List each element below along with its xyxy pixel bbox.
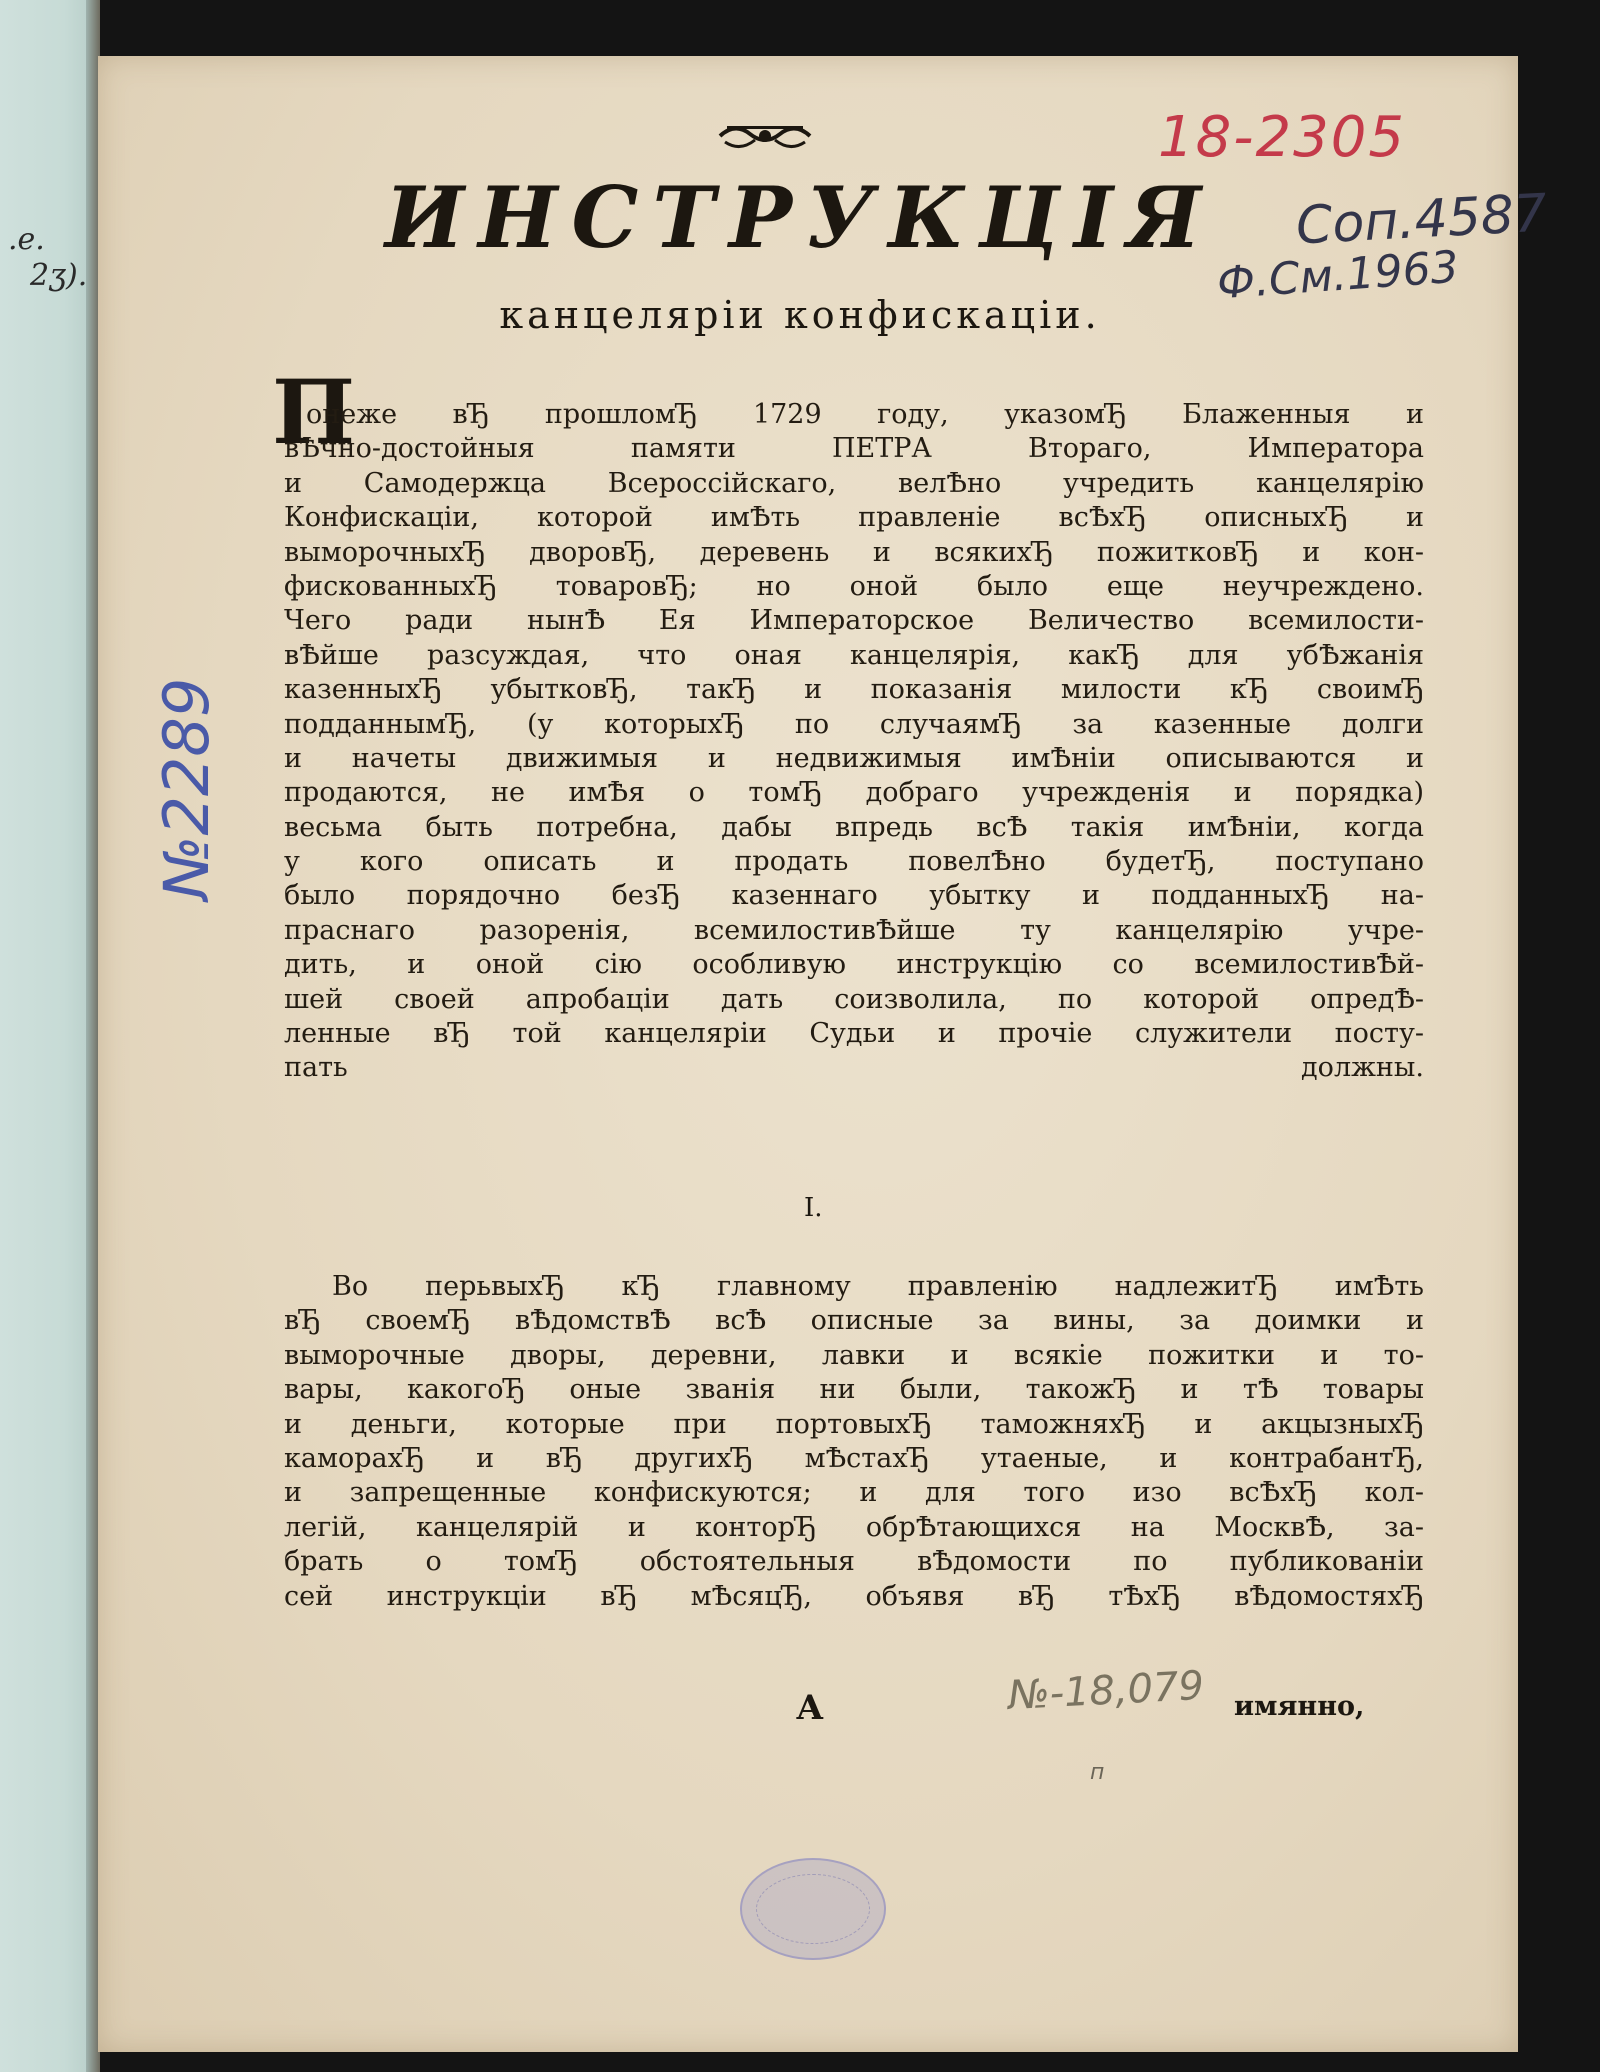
text-line: у кого описать и продать повелѢно будетЂ, поступано — [284, 846, 1424, 878]
document-title: ИНСТРУКЦІЯ — [384, 168, 1216, 267]
shelfmark-handwritten: №2289 — [150, 677, 223, 900]
text-line: и деньги, которые при портовыхЂ таможняхЂ и акцызныхЂ — [284, 1408, 1424, 1440]
spine-note-top: .e. — [8, 222, 45, 257]
text-line: выморочные дворы, деревни, лавки и всякіе пожитки и то- — [284, 1339, 1424, 1371]
document-subtitle: канцеляріи конфискаціи. — [499, 293, 1101, 337]
inventory-number-red: 18-2305 — [1158, 105, 1406, 170]
spine-note-mid: 2ʒ). — [30, 258, 88, 293]
catchword: имянно, — [1234, 1691, 1365, 1722]
book-spine-cover — [0, 0, 92, 2072]
text-line: выморочныхЂ дворовЂ, деревень и всякихЂ пожитковЂ и кон- — [284, 536, 1424, 568]
text-line: вары, какогоЂ оные званія ни были, такожЂ и тѢ товары — [284, 1374, 1424, 1406]
text-line: было порядочно безЂ казеннаго убытку и подданныхЂ на- — [284, 880, 1424, 912]
text-line: пать должны. — [284, 1052, 1424, 1084]
article-1-paragraph — [284, 1270, 1424, 1614]
text-line: подданнымЂ, (у которыхЂ по случаямЂ за казенные долги — [284, 708, 1424, 740]
text-line: брать о томЂ обстоятельныя вѢдомости по публикованіи — [284, 1546, 1424, 1578]
text-line: вЂ своемЂ вѢдомствѢ всѢ описные за вины, за доимки и — [284, 1305, 1424, 1337]
ornament-icon — [715, 118, 815, 154]
text-line: Конфискаціи, которой имѢть правленіе всѢхЂ описныхЂ и — [284, 502, 1424, 534]
text-line: и начеты движимыя и недвижимыя имѢніи описываются и — [284, 742, 1424, 774]
text-line: Чего ради нынѢ Ея Императорское Величество всемилости- — [284, 605, 1424, 637]
text-line: шей своей апробаціи дать соизволила, по которой опредѢ- — [284, 983, 1424, 1015]
text-line: ленные вЂ той канцеляріи Судьи и прочіе служители посту- — [284, 1018, 1424, 1050]
text-line: весьма быть потребна, дабы впредь всѢ такія имѢніи, когда — [284, 811, 1424, 843]
text-line: и запрещенные конфискуются; и для того изо всѢхЂ кол- — [284, 1477, 1424, 1509]
text-line: продаются, не имѢя о томЂ добраго учрежденія и порядка) — [284, 777, 1424, 809]
pencil-small-mark: п — [1090, 1760, 1105, 1785]
library-stamp — [740, 1858, 886, 1960]
text-line: легій, канцелярій и конторЂ обрѢтающихся на МосквѢ, за- — [284, 1511, 1424, 1543]
text-line: вѢчно-достойныя памяти ПЕТРА Втораго, Императора — [284, 433, 1424, 465]
text-line: дить, и оной сію особливую инструкцію со всемилостивѢй- — [284, 949, 1424, 981]
signature-mark: А — [796, 1688, 824, 1728]
fond-note: Ф.См.1963 — [1215, 241, 1461, 310]
text-line: вѢйше разсуждая, что оная канцелярія, какЂ для убѢжанія — [284, 639, 1424, 671]
text-line: казенныхЂ убытковЂ, такЂ и показанія милости кЂ своимЂ — [284, 674, 1424, 706]
collection-note: Соп.4587 — [1294, 183, 1549, 257]
text-line: праснаго разоренія, всемилостивѢйше ту канцелярію учре- — [284, 914, 1424, 946]
intro-paragraph — [284, 398, 1424, 1086]
text-line: сей инструкціи вЂ мѢсяцЂ, объявя вЂ тѢхЂ вѢдомостяхЂ — [284, 1580, 1424, 1612]
drop-cap: П — [272, 360, 356, 464]
text-line: и Самодержца Всероссійскаго, велѢно учредить канцелярію — [284, 467, 1424, 499]
section-number: I. — [804, 1193, 823, 1223]
text-line: Во перьвыхЂ кЂ главному правленію надлежитЂ имѢть — [332, 1271, 1424, 1302]
pencil-number: №-18,079 — [1006, 1662, 1206, 1720]
text-line: фискованныхЂ товаровЂ; но оной было еще неучреждено. — [284, 570, 1424, 602]
text-line: каморахЂ и вЂ другихЂ мѢстахЂ утаеные, и контрабантЂ, — [284, 1442, 1424, 1474]
text-line: онеже вЂ прошломЂ 1729 году, указомЂ Блаженныя и — [306, 399, 1424, 430]
